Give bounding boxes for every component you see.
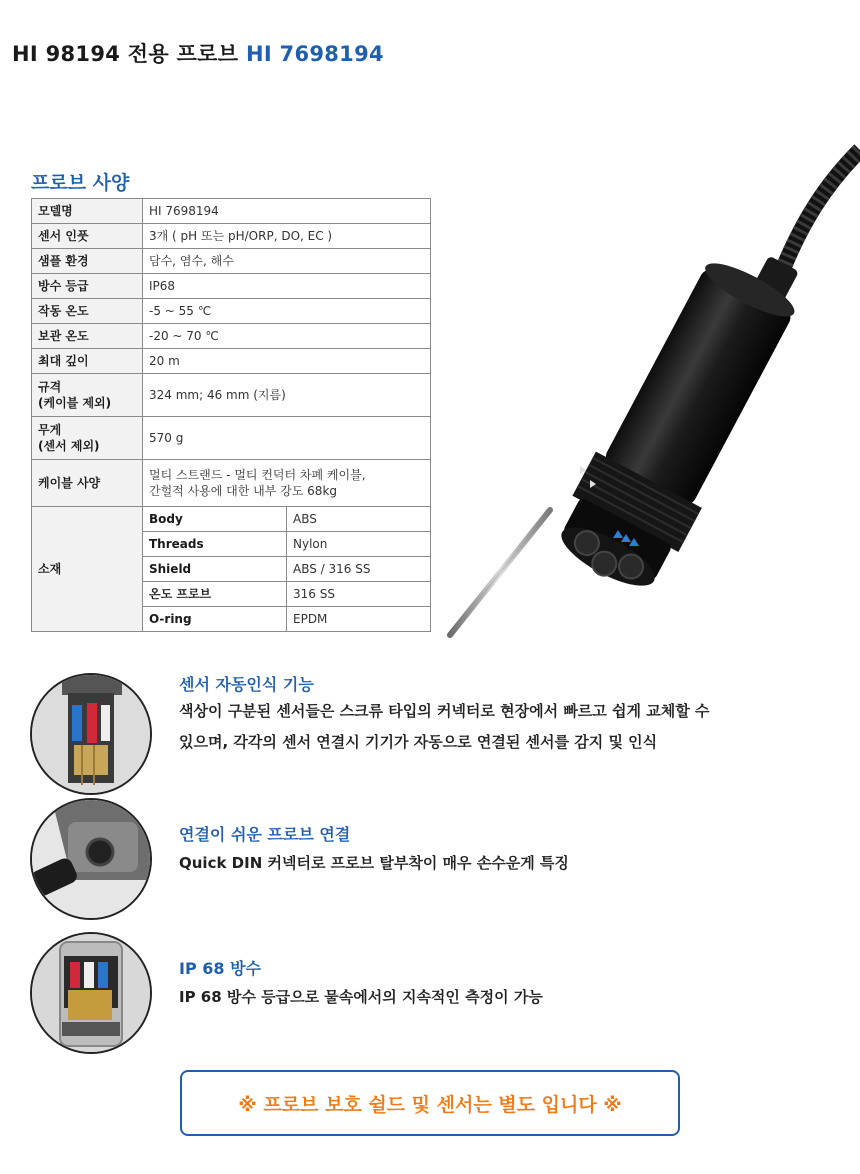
material-value: ABS / 316 SS: [287, 557, 431, 582]
spec-label-weight: [32, 417, 143, 460]
probe-image: [440, 140, 860, 660]
feature-line: 있으며, 각각의 센서 연결시 기기가 자동으로 연결된 센서를 감지 및 인식: [179, 733, 658, 751]
feature-image-connector: [30, 798, 152, 920]
spec-label: 보관 온도: [32, 324, 143, 349]
table-row: [32, 460, 431, 507]
spec-label: 샘플 환경: [32, 249, 143, 274]
page-title-model: HI 7698194: [245, 42, 384, 66]
feature-description: [179, 982, 819, 1013]
feature-line: Quick DIN 커넥터로 프로브 탈부착이 매우 손수운게 특징: [179, 854, 569, 872]
table-row: [32, 224, 431, 249]
spec-table: [31, 198, 431, 632]
material-part: O-ring: [143, 607, 287, 632]
spec-value: -20 ~ 70 ℃: [143, 324, 431, 349]
spec-label: 모델명: [32, 199, 143, 224]
material-value: EPDM: [287, 607, 431, 632]
material-value: Nylon: [287, 532, 431, 557]
table-row: [32, 299, 431, 324]
spec-value: 3개 ( pH 또는 pH/ORP, DO, EC ): [143, 224, 431, 249]
spec-section-title: 프로브 사양: [31, 172, 130, 194]
spec-value: HI 7698194: [143, 199, 431, 224]
spec-value-line: 멀티 스트랜드 - 멀티 컨덕터 차폐 케이블,: [149, 468, 366, 482]
material-part: Body: [143, 507, 287, 532]
table-row: [32, 507, 431, 532]
feature-description: [179, 696, 819, 758]
feature-description: [179, 848, 819, 879]
material-value: ABS: [287, 507, 431, 532]
spec-label-line: (케이블 제외): [38, 396, 112, 410]
table-row: [32, 374, 431, 417]
spec-value-line: 간헐적 사용에 대한 내부 강도 68kg: [149, 484, 338, 498]
spec-label-line: 무게: [38, 423, 62, 437]
spec-label: 작동 온도: [32, 299, 143, 324]
spec-value: 20 m: [143, 349, 431, 374]
feature-title: IP 68 방수: [179, 959, 261, 978]
feature-line: 색상이 구분된 센서들은 스크류 타입의 커넥터로 현장에서 빠르고 쉽게 교체할 수: [179, 702, 710, 720]
feature-line: IP 68 방수 등급으로 물속에서의 지속적인 측정이 가능: [179, 988, 543, 1006]
spec-value: 324 mm; 46 mm (지름): [143, 374, 431, 417]
spec-label-line: 규격: [38, 380, 62, 394]
table-row: [32, 249, 431, 274]
material-part: 온도 프로브: [143, 582, 287, 607]
spec-label: 센서 인풋: [32, 224, 143, 249]
spec-label: 케이블 사양: [32, 460, 143, 507]
spec-value: -5 ~ 55 ℃: [143, 299, 431, 324]
spec-label-material: 소재: [32, 507, 143, 632]
spec-label: 최대 깊이: [32, 349, 143, 374]
table-row: [32, 324, 431, 349]
table-row: [32, 349, 431, 374]
feature-image-waterproof: [30, 932, 152, 1054]
table-row: [32, 417, 431, 460]
spec-value: 570 g: [143, 417, 431, 460]
table-row: [32, 199, 431, 224]
notice-box: ※ 프로브 보호 쉴드 및 센서는 별도 입니다 ※: [180, 1070, 680, 1136]
spec-value-cable: [143, 460, 431, 507]
spec-label-line: (센서 제외): [38, 439, 100, 453]
feature-image-sensor: [30, 673, 152, 795]
material-part: Shield: [143, 557, 287, 582]
table-row: [32, 274, 431, 299]
material-value: 316 SS: [287, 582, 431, 607]
material-part: Threads: [143, 532, 287, 557]
spec-label: 방수 등급: [32, 274, 143, 299]
feature-title: 연결이 쉬운 프로브 연결: [179, 825, 351, 844]
spec-label-size: [32, 374, 143, 417]
page-title: [12, 38, 384, 68]
spec-value: IP68: [143, 274, 431, 299]
spec-value: 담수, 염수, 해수: [143, 249, 431, 274]
page-title-main: HI 98194 전용 프로브: [12, 42, 239, 66]
feature-title: 센서 자동인식 기능: [179, 675, 314, 694]
